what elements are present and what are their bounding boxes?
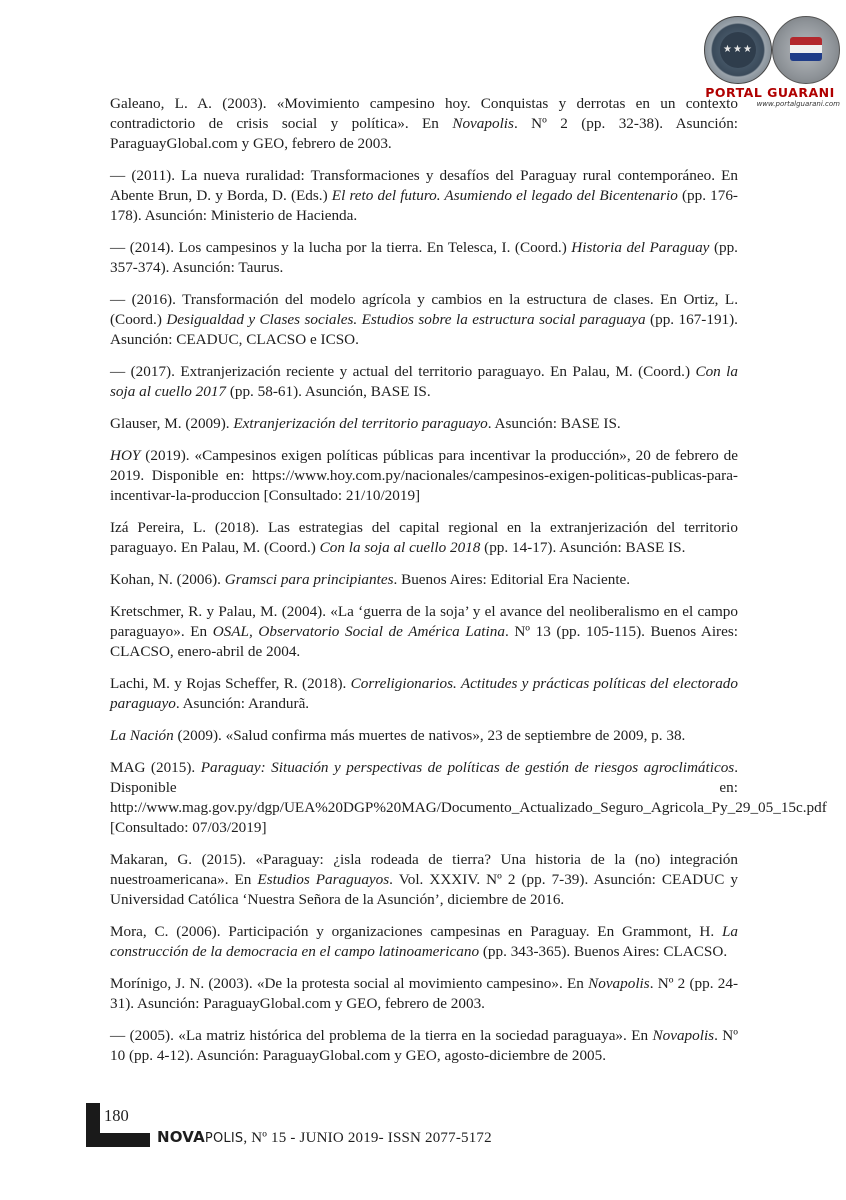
reference-text: (2009). «Salud confirma más muertes de nativos», 23 de septiembre de 2009, p. 38. bbox=[173, 727, 686, 744]
reference-title: Historia del Paraguay bbox=[571, 239, 710, 256]
reference-text: Izá Pereira, L. (2018). Las estrategias del capital regional en la extranjerización del territorio paraguayo. En Palau, M. (Coord.) bbox=[110, 519, 738, 556]
journal-name-bold: NOVA bbox=[157, 1128, 205, 1146]
reference-entry bbox=[110, 674, 738, 714]
reference-title: Gramsci para principiantes bbox=[224, 571, 394, 588]
reference-text: Glauser, M. (2009). bbox=[110, 415, 234, 432]
reference-text: (pp. 357-374). Asunción: Taurus. bbox=[110, 239, 738, 276]
flag-seal-icon bbox=[772, 16, 840, 84]
reference-text: (pp. 343-365). Buenos Aires: CLACSO. bbox=[479, 943, 728, 960]
reference-text: (2019). «Campesinos exigen políticas públicas para incentivar la producción», 20 de febrero de 2019. Disponible en: https://www.hoy.com.py/nacionales/campesinos-exigen-politicas-publicas-para-incentivar-la-produccion [Consultado: 21/10/2019] bbox=[110, 447, 738, 504]
reference-entry bbox=[110, 446, 738, 506]
page-corner-mark-base bbox=[86, 1133, 150, 1147]
reference-title: Novapolis bbox=[588, 975, 650, 992]
reference-entry bbox=[110, 166, 738, 226]
reference-title: HOY bbox=[110, 447, 141, 464]
reference-entry bbox=[110, 726, 738, 746]
reference-entry bbox=[110, 518, 738, 558]
reference-text: . Asunción: BASE IS. bbox=[487, 415, 621, 432]
reference-entry bbox=[110, 290, 738, 350]
reference-entry bbox=[110, 758, 827, 838]
reference-text: — (2011). La nueva ruralidad: Transformaciones y desafíos del Paraguay rural contemporáneo. En Abente Brun, D. y Borda, D. (Eds.) bbox=[110, 167, 738, 204]
reference-title: El reto del futuro. Asumiendo el legado del Bicentenario bbox=[331, 187, 678, 204]
reference-entry bbox=[110, 362, 738, 402]
reference-text: . Nº 13 (pp. 105-115). Buenos Aires: CLACSO, enero-abril de 2004. bbox=[110, 623, 738, 660]
reference-text: — (2005). «La matriz histórica del problema de la tierra en la sociedad paraguaya». En bbox=[110, 1027, 653, 1044]
seal-icon bbox=[704, 16, 772, 84]
reference-text: . Nº 2 (pp. 32-38). Asunción: ParaguayGlobal.com y GEO, febrero de 2003. bbox=[110, 115, 739, 152]
reference-text: Lachi, M. y Rojas Scheffer, R. (2018). bbox=[110, 675, 351, 692]
reference-text: . Vol. XXXIV. Nº 2 (pp. 7-39). Asunción: CEADUC y Universidad Católica ‘Nuestra Señora de la Asunción’, diciembre de 2016. bbox=[110, 871, 738, 908]
reference-text: MAG (2015). bbox=[110, 759, 201, 776]
reference-title: Desigualdad y Clases sociales. Estudios sobre la estructura social paraguaya bbox=[166, 311, 646, 328]
reference-entry bbox=[110, 94, 738, 154]
page-number: 180 bbox=[104, 1106, 129, 1125]
reference-text: . Buenos Aires: Editorial Era Naciente. bbox=[393, 571, 631, 588]
reference-text: (pp. 14-17). Asunción: BASE IS. bbox=[480, 539, 686, 556]
reference-text: (pp. 167-191). Asunción: CEADUC, CLACSO e ICSO. bbox=[110, 311, 738, 348]
reference-title: OSAL, Observatorio Social de América Latina bbox=[212, 623, 505, 640]
reference-title: La Nación bbox=[110, 727, 174, 744]
reference-entry bbox=[110, 974, 738, 1014]
reference-text: Galeano, L. A. (2003). «Movimiento campesino hoy. Conquistas y derrotas en un contexto contradictorio de crisis social y política». En bbox=[110, 95, 738, 132]
logo-title: PORTAL GUARANI bbox=[705, 85, 835, 100]
reference-text: — (2017). Extranjerización reciente y actual del territorio paraguayo. En Palau, M. (Coord.) bbox=[110, 363, 696, 380]
reference-entry bbox=[110, 238, 738, 278]
reference-title: Con la soja al cuello 2017 bbox=[110, 363, 738, 400]
reference-title: Estudios Paraguayos bbox=[257, 871, 390, 888]
reference-text: — (2016). Transformación del modelo agrícola y cambios en la estructura de clases. En Ortiz, L. (Coord.) bbox=[110, 291, 738, 328]
reference-entry bbox=[110, 414, 738, 434]
reference-text: Kretschmer, R. y Palau, M. (2004). «La ‘guerra de la soja’ y el avance del neoliberalismo en el campo paraguayo». En bbox=[110, 603, 738, 640]
reference-title: Novapolis bbox=[452, 115, 514, 132]
reference-entry bbox=[110, 922, 738, 962]
reference-title: La construcción de la democracia en el campo latinoamericano bbox=[110, 923, 738, 960]
paraguay-flag-icon bbox=[790, 37, 822, 61]
reference-text: . Nº 2 (pp. 24-31). Asunción: ParaguayGlobal.com y GEO, febrero de 2003. bbox=[110, 975, 738, 1012]
reference-text: . Nº 10 (pp. 4-12). Asunción: ParaguayGlobal.com y GEO, agosto-diciembre de 2005. bbox=[110, 1027, 738, 1064]
journal-footer bbox=[157, 1128, 492, 1147]
reference-entry bbox=[110, 602, 738, 662]
reference-text: Mora, C. (2006). Participación y organizaciones campesinas en Paraguay. En Grammont, H. bbox=[110, 923, 722, 940]
reference-entry bbox=[110, 1026, 738, 1066]
reference-title: Paraguay: Situación y perspectivas de políticas de gestión de riesgos agroclimáticos bbox=[200, 759, 735, 776]
journal-issue: , Nº 15 - JUNIO 2019- ISSN 2077-5172 bbox=[243, 1130, 492, 1146]
reference-text: Kohan, N. (2006). bbox=[110, 571, 225, 588]
seal-stars: ★★★ bbox=[720, 32, 756, 68]
reference-title: Correligionarios. Actitudes y prácticas políticas del electorado paraguayo bbox=[110, 675, 738, 712]
reference-text: (pp. 58-61). Asunción, BASE IS. bbox=[226, 383, 431, 400]
reference-text: . Disponible en: http://www.mag.gov.py/dgp/UEA%20DGP%20MAG/Documento_Actualizado_Seguro_Agricola_Py_29_05_15c.pdf [Consultado: 07/03/2019] bbox=[110, 759, 827, 836]
journal-name-rest: POLIS bbox=[204, 1131, 244, 1146]
reference-text: . Asunción: Arandurã. bbox=[175, 695, 310, 712]
reference-title: Extranjerización del territorio paraguayo bbox=[233, 415, 488, 432]
reference-title: Novapolis bbox=[652, 1027, 715, 1044]
reference-entry bbox=[110, 850, 738, 910]
reference-text: (pp. 176-178). Asunción: Ministerio de Hacienda. bbox=[110, 187, 738, 224]
reference-title: Con la soja al cuello 2018 bbox=[319, 539, 481, 556]
reference-entry bbox=[110, 570, 738, 590]
reference-text: Makaran, G. (2015). «Paraguay: ¿isla rodeada de tierra? Una historia de la (no) integración nuestroamericana». En bbox=[110, 851, 738, 888]
logo-url: www.portalguarani.com bbox=[756, 100, 840, 108]
portal-guarani-logo[interactable] bbox=[700, 12, 840, 107]
reference-text: Morínigo, J. N. (2003). «De la protesta social al movimiento campesino». En bbox=[110, 975, 589, 992]
reference-text: — (2014). Los campesinos y la lucha por la tierra. En Telesca, I. (Coord.) bbox=[110, 239, 572, 256]
